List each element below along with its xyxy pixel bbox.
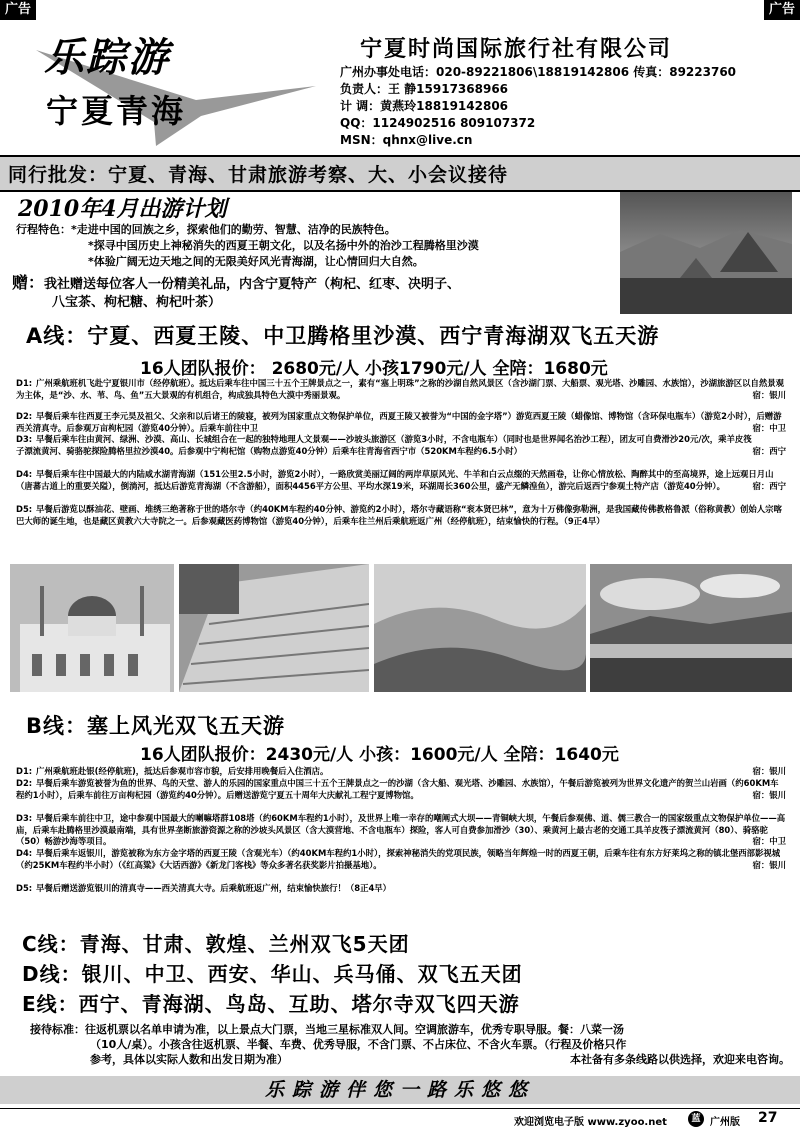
company-name: 宁夏时尚国际旅行社有限公司 [360, 37, 673, 62]
route-a-day-3: D3: 早餐后乘车往由黄河、绿洲、沙漠、高山、长城组合在一起的独特地理人文景观——沙坡头旅游区（游览3小时，不含电瓶车）（同时也是世界闻名治沙工程），团友可自费滑沙20元/次，乘羊皮筏子漂流黄河、骑骆驼探险腾格里拉沙漠40。后参观中宁枸杞馆（购物点游览40分钟）后乘车往青海省西宁市（520KM车程约6.5小时） 宿：西宁 [16, 434, 786, 456]
lake-photo [590, 564, 792, 692]
planner-phone: 计 调：黄燕玲18819142806 [340, 99, 509, 113]
gift-label: 赠： [12, 273, 45, 292]
desert-photo [374, 564, 586, 692]
route-b-day-3: D3: 早餐后乘车前往中卫，途中参观中国最大的喇嘛塔群108塔（约60KM车程约1小时），及世界上唯一幸存的嘲阐式大坝——青铜峡大坝，午餐后参观佛、道、儒三教合一的国家级重点文物保护单位——高庙，后乘车赴腾格里沙漠最南端，具有世界垄断旅游资源之称的沙坡头风景区（含大漠营地、不含电瓶车）探险，客人可自费参加滑沙（30）、乘黄河上最古老的交通工具羊皮筏子漂流黄河（80）、骑骆驼（50）畅游沙海等项目。 宿：中卫 [16, 813, 786, 847]
footer-badge-icon: 蓝 [688, 1111, 704, 1127]
route-b-price: 16人团队报价：2430元/人 小孩：1600元/人 全陪：1640元 [140, 745, 619, 765]
mosque-photo [10, 564, 174, 692]
msn-address: MSN：qhnx@live.cn [340, 133, 473, 147]
route-a-itinerary [16, 378, 786, 539]
contact-block [340, 64, 800, 149]
logo-sub: 宁夏青海 [46, 92, 187, 130]
footer [0, 1108, 800, 1128]
route-a-day-1: D1: 广州乘航班机飞赴宁夏银川市（经停航班）。抵达后乘车往中国三十五个王牌景点之一，素有“塞上明珠”之称的沙湖自然风景区（含沙湖门票、大船票、观光塔、沙雕园、水族馆），沙湖旅游区以自然景观为主体，是“沙、水、苇、鸟、鱼”五大景观的有机组合，构成独具特色大漠中秀丽景观。 宿：银川 [16, 378, 786, 400]
feature-3: *体验广阔无边天地之间的无限美好风光青海湖，让心情回归大自然。 [88, 255, 424, 268]
route-a-day-5: D5: 早餐后游览以酥油花、壁画、堆绣三绝著称于世的塔尔寺（约40KM车程约40分钟、游览约2小时），塔尔寺藏语称“衮本贤巴林”，意为十万佛像弥勒洲，是我国藏传佛教格鲁派（俗称黄教）创始人宗喀巴大师的诞生地，也是藏区黄教六大寺院之一。后参观藏医药博物馆（游览40分钟），后乘车往兰州后乘航班返广州（经停航班），结束愉快的行程。（9正4早） [16, 504, 782, 526]
features [16, 222, 616, 270]
route-e-title: E线：西宁、青海湖、鸟岛、互助、塔尔寺双飞四天游 [22, 992, 520, 1016]
plan-title: 2010年4月出游计划 [18, 196, 227, 222]
wholesale-banner: 同行批发：宁夏、青海、甘肃旅游考察、大、小会议接待 [0, 155, 800, 192]
ad-tag-left: 广告 [0, 0, 36, 20]
footer-website: 欢迎浏览电子版 www.zyoo.net [514, 1117, 667, 1128]
route-b-day-5: D5: 早餐后赠送游览银川的清真寺——西关清真大寺。后乘航班返广州，结束愉快旅行！（8正4早） [16, 883, 392, 893]
gift-line-1: 我社赠送每位客人一份精美礼品，内含宁夏特产（枸杞、红枣、决明子、 [44, 277, 461, 292]
page-number: 27 [758, 1110, 778, 1126]
gift-note [12, 274, 622, 312]
gift-line-2: 八宝茶、枸杞糖、枸杞叶茶） [52, 295, 222, 310]
route-a-price: 16人团队报价： 2680元/人 小孩1790元/人 全陪：1680元 [140, 359, 608, 379]
route-b-day-4: D4: 早餐后乘车返银川，游览被称为东方金字塔的西夏王陵（含观光车）（约40KM车程约1小时），探索神秘消失的党项民族，领略当年辉煌一时的西夏王朝，后乘车往有东方好莱坞之称的镇北堡西部影视城（约25KM车程约半小时）（《红高粱》《大话西游》《新龙门客栈》等众多著名获奖影片拍摄基地）。 宿：银川 [16, 848, 786, 870]
standards-line-1: 接待标准：往返机票以名单申请为准，以上景点大门票，当地三星标准双人间。空调旅游车，优秀专职导服。餐：八菜一汤 [30, 1023, 624, 1036]
footer-edition: 广州版 [710, 1117, 740, 1128]
route-a-title: A线：宁夏、西夏王陵、中卫腾格里沙漠、西宁青海湖双飞五天游 [26, 324, 660, 348]
standards-line-3: 参考，具体以实际人数和出发日期为准） 本社备有多条线路以供选择，欢迎来电咨询。 [90, 1053, 790, 1066]
route-b-day-1: D1: 广州乘航班赴银(经停航班)，抵达后参观市容市貌，后安排用晚餐后入住酒店。 宿：银川 [16, 766, 786, 776]
route-b-title: B线：塞上风光双飞五天游 [26, 714, 286, 738]
logo-script: 乐踪游 [44, 34, 170, 81]
logo [26, 26, 326, 146]
feature-2: *探寻中国历史上神秘消失的西夏王朝文化，以及名扬中外的治沙工程腾格里沙漠 [88, 239, 479, 252]
landscape-photo [620, 192, 792, 314]
qq-numbers: QQ：1124902516 809107372 [340, 116, 536, 130]
route-d-title: D线：银川、中卫、西安、华山、兵马俑、双飞五天团 [22, 962, 523, 986]
ad-tag-right: 广告 [764, 0, 800, 20]
manager-phone: 负责人：王 静15917368966 [340, 82, 509, 96]
route-a-day-2: D2: 早餐后乘车往西夏王李元昊及祖父、父亲和以后诸王的陵寝，被列为国家重点文物保护单位，西夏王陵又被誉为“中国的金字塔”）游览西夏王陵（蜡像馆、博物馆（含环保电瓶车）（游览2小时），后赠游西关清真寺。后参观万亩枸杞园（游览40分钟）。后乘车前往中卫 宿：中卫 [16, 411, 786, 433]
tomb-photo [179, 564, 369, 692]
route-b-day-2: D2: 早餐后乘车游览被誉为鱼的世界、鸟的天堂、游人的乐园的国家重点中国三十五个王牌景点之一的沙湖（含大船、观光塔、沙雕园、水族馆），午餐后游览被列为世界文化遗产的贺兰山岩画（约60KM车程约1小时），后乘车前往万亩枸杞园（游览约40分钟）。后赠送游览宁夏五十周年大庆献礼工程宁夏博物馆。 宿：银川 [16, 778, 786, 800]
footer-slogan: 乐踪游伴您一路乐悠悠 [0, 1076, 800, 1104]
standards-line-2: （10人/桌）。小孩含往返机票、半餐、车费、优秀导服，不含门票、不占床位、不含火车票。（行程及价格只作 [90, 1038, 627, 1051]
route-c-title: C线：青海、甘肃、敦煌、兰州双飞5天团 [22, 932, 410, 956]
route-b-itinerary [16, 766, 786, 895]
route-a-day-4: D4: 早餐后乘车往中国最大的内陆咸水湖青海湖（151公里2.5小时，游览2小时），一路欣赏美丽辽阔的两岸草原风光、牛羊和白云点缀的天然画卷，让你心情放松、陶醉其中的至高境界，途上远观日月山（唐蕃古道上的重要关隘），倒淌河，抵达后游览青海湖（不含游船），面积4456平方公里、平均水深19米，环湖周长360公里，盛产无鳞湟鱼），游完后返西宁参观土特产店（游览40分钟）。 宿：西宁 [16, 469, 786, 491]
feature-1: 行程特色：*走进中国的回族之乡，探索他们的勤劳、智慧、洁净的民族特色。 [16, 223, 396, 236]
reception-standards [30, 1022, 790, 1067]
office-phone: 广州办事处电话：020-89221806\18819142806 传真：89223760 [340, 65, 737, 79]
standards-line-4: 本社备有多条线路以供选择，欢迎来电咨询。 [570, 1053, 790, 1066]
